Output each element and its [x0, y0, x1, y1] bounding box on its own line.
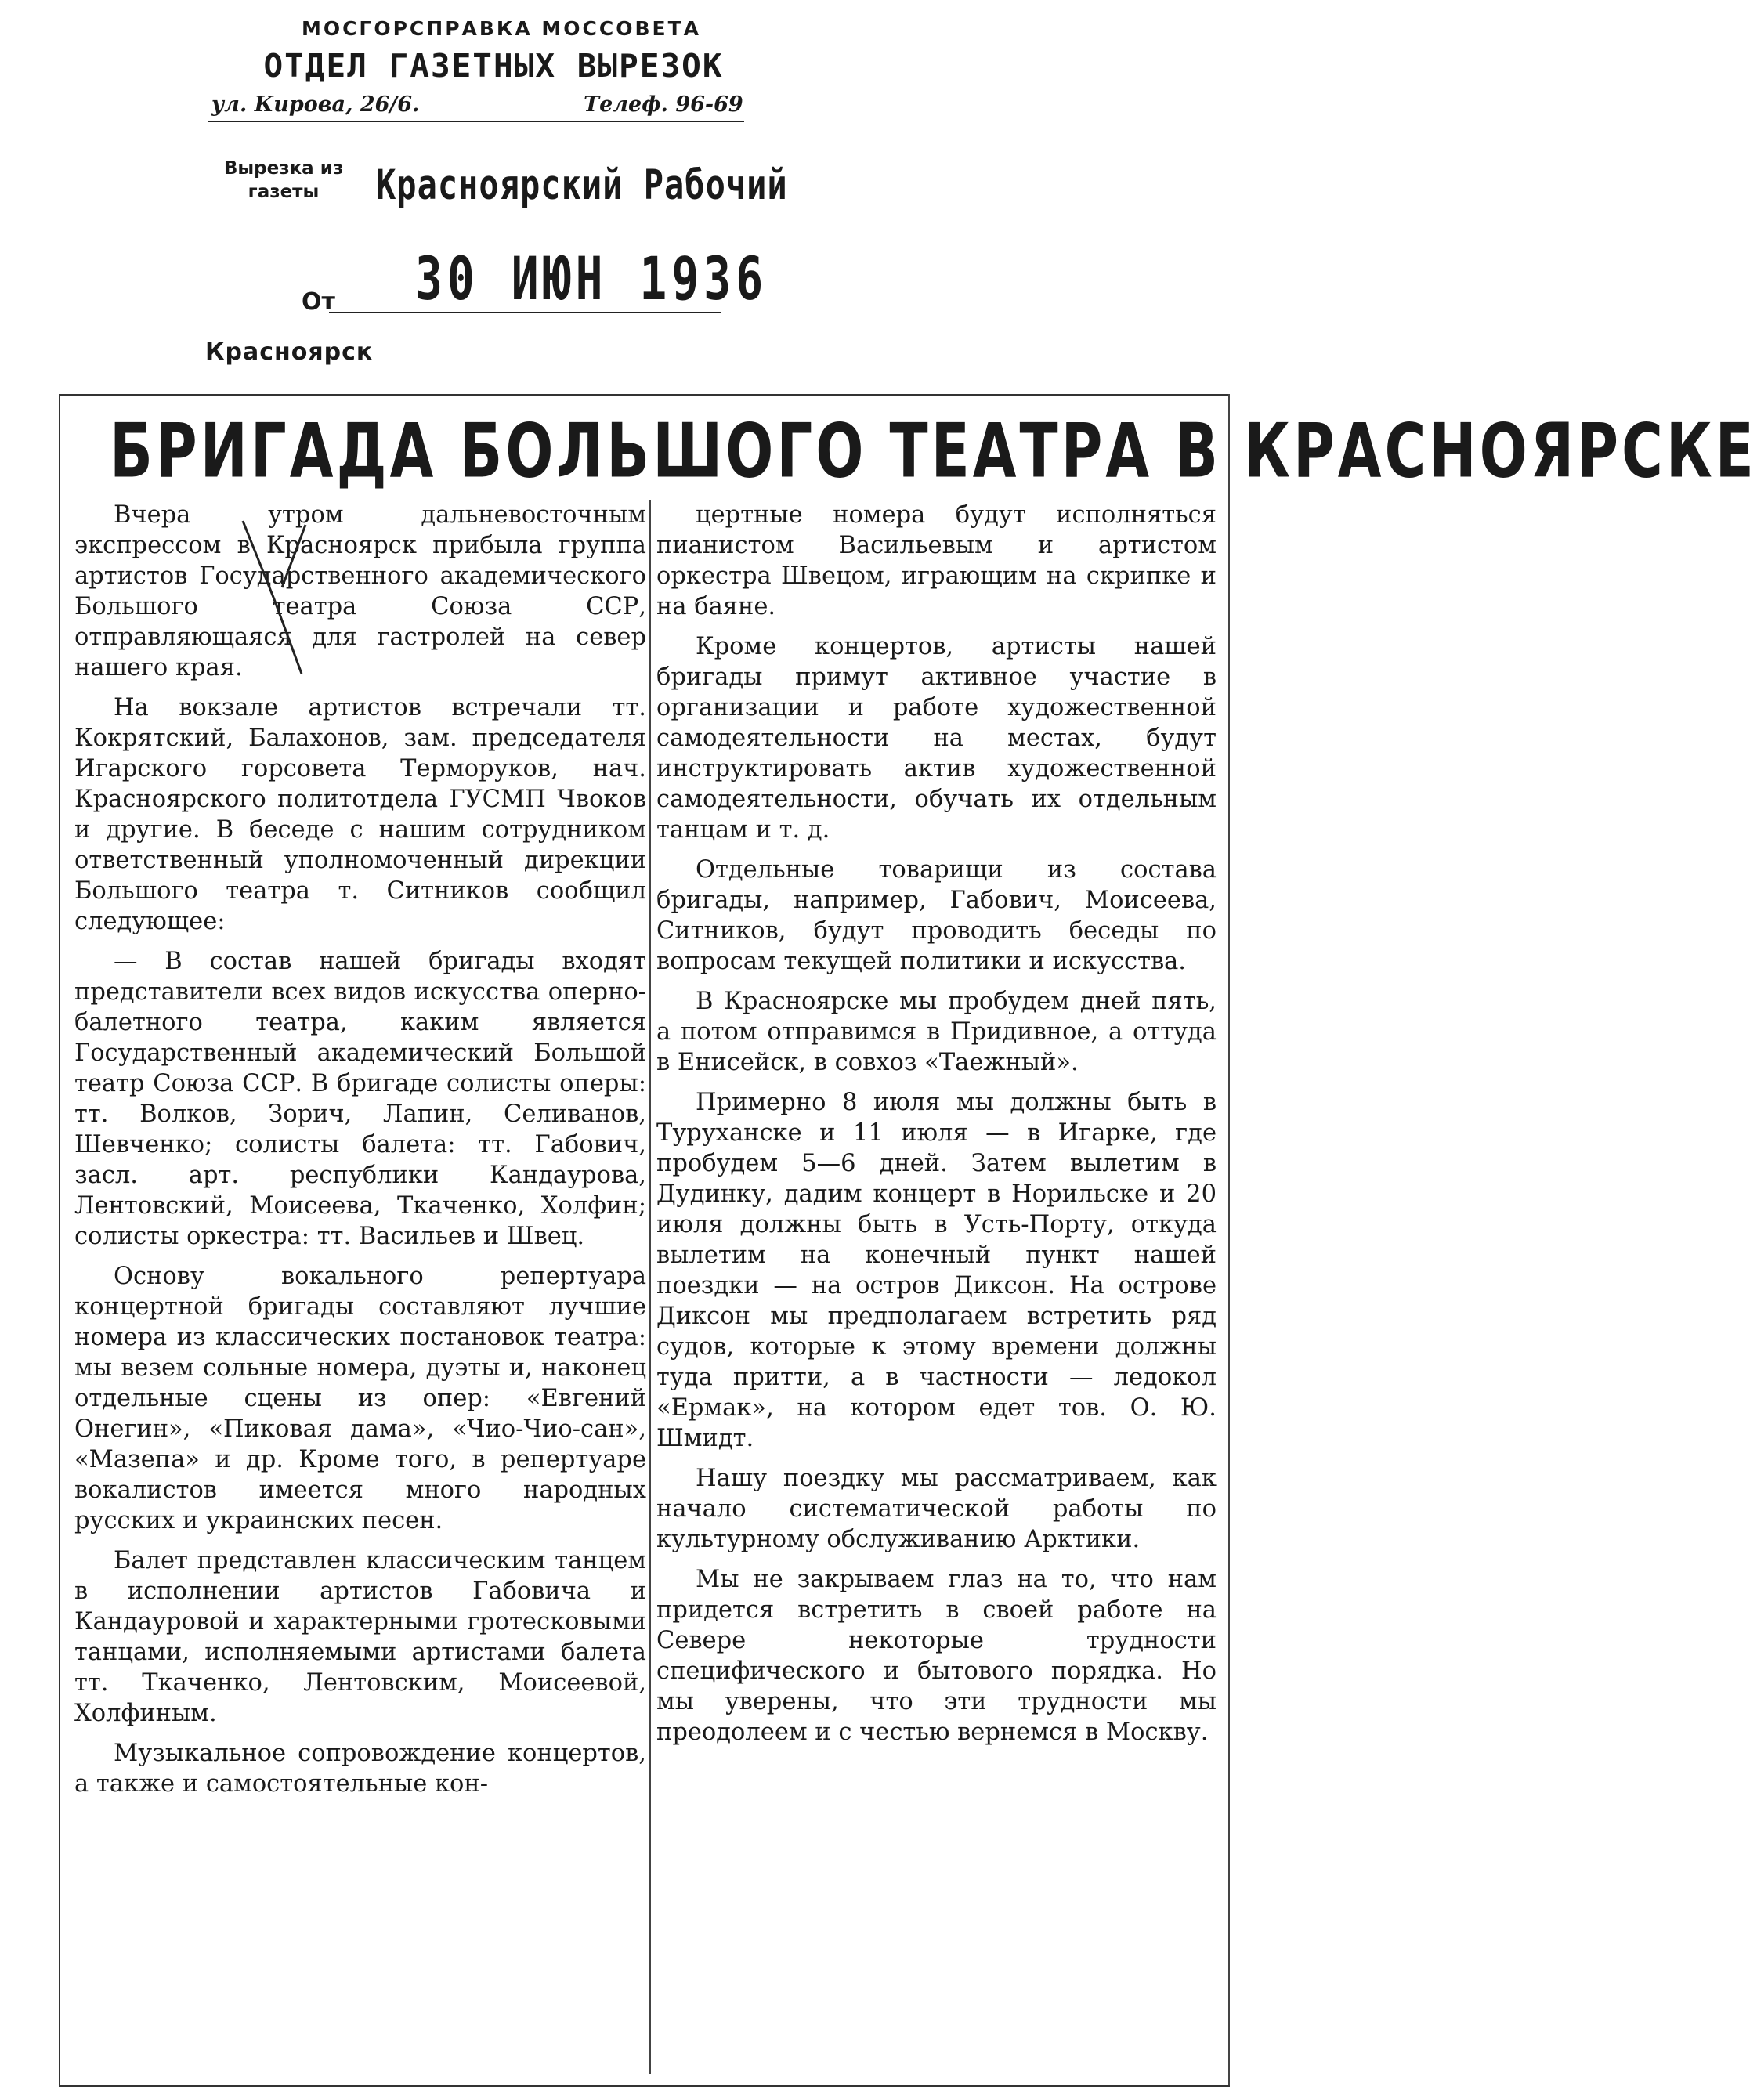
article-headline: БРИГАДА БОЛЬШОГО ТЕАТРА В КРАСНОЯРСКЕ [110, 407, 1757, 494]
article-column-right [656, 500, 1217, 1757]
paragraph: Нашу поездку мы рассматриваем, как начало систематической работы по культурному обслуживанию Арктики. [656, 1465, 1217, 1553]
paragraph: Примерно 8 июля мы должны быть в Туруханске и 11 июля — в Игарке, где пробудем 5—6 дней. Затем вылетим в Дудинку, дадим концерт в Норильске и 20 июля должны быть в Усть-Порту, откуда вылетим на конечный пункт нашей поездки — на остров Диксон. На острове Диксон мы предполагаем встретить ряд судов, которые к этому времени должны туда притти, а в частности — ледокол «Ермак», на котором едет тов. О. Ю. Шмидт. [656, 1089, 1217, 1452]
stamp-address: ул. Кирова, 26/6. [211, 92, 420, 117]
paragraph: цертные номера будут исполняться пианистом Васильевым и артистом оркестра Швецом, играющим на скрипке и на баяне. [656, 501, 1217, 620]
clipping-edge-bottom [59, 2085, 1230, 2087]
paragraph: Кроме концертов, артисты нашей бригады примут активное участие в организации и работе художественной самодеятельности на местах, будут инструктировать актив художественной самодеятельности, обучать их отдельным танцам и т. д. [656, 633, 1217, 844]
clipping-edge-right [1228, 394, 1230, 2086]
paragraph: В Красноярске мы пробудем дней пять, а потом отправимся в Придивное, а оттуда в Енисейск, в совхоз «Таежный». [656, 988, 1217, 1076]
stamp-organization: МОСГОРСПРАВКА МОССОВЕТА [301, 17, 702, 40]
paragraph: Основу вокального репертуара концертной бригады составляют лучшие номера из классических постановок театра: мы везем сольные номера, дуэты и, наконец отдельные сцены из опер: «Евгений Онегин», «Пиковая дама», «Чио-Чио-сан», «Мазепа» и др. Кроме того, в репертуаре вокалистов имеется много народных русских и украинских песен. [74, 1263, 646, 1534]
paragraph: Вчера утром дальневосточным экспрессом в Красноярск прибыла группа артистов Государственного академического Большого театра Союза ССР, отправляющаяся для гастролей на север нашего края. [74, 501, 646, 681]
paragraph: Балет представлен классическим танцем в исполнении артистов Габовича и Кандауровой и характерными гротесковыми танцами, исполняемыми артистами балета тт. Ткаченко, Лентовским, Моисеевой, Холфиным. [74, 1547, 646, 1727]
paragraph: Отдельные товарищи из состава бригады, например, Габович, Моисеева, Ситников, будут проводить беседы по вопросам текущей политики и искусства. [656, 856, 1217, 975]
article-column-left [74, 500, 646, 1809]
paragraph: Мы не закрываем глаз на то, что нам придется встретить в своей работе на Севере некоторые трудности специфического и бытового порядка. Но мы уверены, что эти трудности мы преодолеем и с честью вернемся в Москву. [656, 1566, 1217, 1746]
stamp-department: ОТДЕЛ ГАЗЕТНЫХ ВЫРЕЗОК [263, 47, 724, 85]
paragraph: Музыкальное сопровождение концертов, а также и самостоятельные кон- [74, 1740, 646, 1798]
clipped-from-label: Вырезка из газеты [223, 158, 344, 202]
column-divider [649, 500, 651, 2074]
paragraph: — В состав нашей бригады входят представители всех видов искусства оперно-балетного театра, каким является Государственный академический Большой театр Союза ССР. В бригаде солисты оперы: тт. Волков, Зорич, Лапин, Селиванов, Шевченко; солисты балета: тт. Габович, засл. арт. республики Кандаурова, Лентовский, Моисеева, Ткаченко, Холфин; солисты оркестра: тт. Васильев и Швец. [74, 948, 646, 1250]
newspaper-name: Красноярский Рабочий [376, 161, 788, 209]
date-stamp: 30 ИЮН 1936 [415, 244, 768, 314]
stamp-phone: Телеф. 96-69 [584, 92, 743, 117]
paragraph: На вокзале артистов встречали тт. Кокрятский, Балахонов, зам. председателя Игарского горсовета Терморуков, нач. Красноярского политотдела ГУСМП Чвоков и другие. В беседе с нашим сотрудником ответственный уполномоченный дирекции Большого театра т. Ситников сообщил следующее: [74, 694, 646, 935]
clipping-edge-left [59, 394, 60, 2086]
pen-stroke-mark [227, 513, 337, 685]
city-label: Красноярск [205, 338, 374, 366]
date-label: От [302, 288, 335, 316]
clipping-edge-top [59, 394, 1230, 396]
